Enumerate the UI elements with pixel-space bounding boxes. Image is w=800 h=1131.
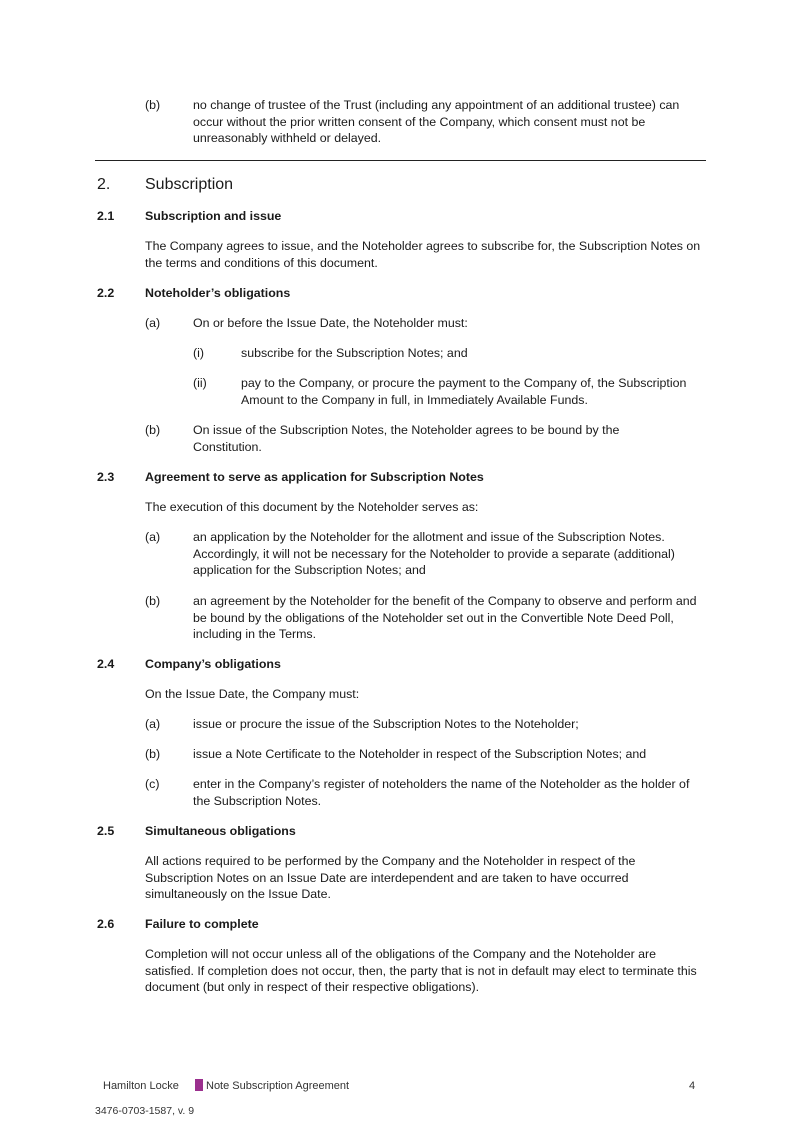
clause-heading: Company’s obligations [145,657,281,671]
page-number: 4 [689,1080,696,1092]
doc-ref: 3476-0703-1587, v. 9 [95,1105,195,1117]
item-text: an application by the Noteholder for the allotment and issue of the Subscription Notes. Accordingly, it will not be necessary for the Noteholder to provide a separate (additional) application for the Subscription Notes; and [193,530,675,577]
subitem-label: (ii) [193,376,207,390]
item-label: (c) [145,777,160,791]
clause-number: 2.3 [97,470,115,484]
item-text: On issue of the Subscription Notes, the Noteholder agrees to be bound by the Constitution. [193,423,620,454]
clause-number: 2.4 [97,657,115,671]
item-text: On or before the Issue Date, the Noteholder must: [193,316,468,330]
clause-number: 2.2 [97,286,115,300]
subitem-text: pay to the Company, or procure the payment to the Company of, the Subscription Amount to the Company in full, in Immediately Available Funds. [241,376,687,407]
section-number: 2. [97,176,111,193]
subitem-label: (i) [193,346,205,360]
item-label: (b) [145,747,161,761]
item-label: (b) [145,98,161,112]
item-text: no change of trustee of the Trust (including any appointment of an additional trustee) can occur without the prior written consent of the Company, which consent must not be unreasonably withheld or delayed. [193,98,680,145]
clause-intro: The execution of this document by the Noteholder serves as: [145,500,479,514]
clause-number: 2.5 [97,824,115,838]
clause-intro: On the Issue Date, the Company must: [145,687,360,701]
clause-body: The Company agrees to issue, and the Noteholder agrees to subscribe for, the Subscription Notes on the terms and conditions of this document. [145,239,701,270]
clause-number: 2.1 [97,209,115,223]
item-text: an agreement by the Noteholder for the benefit of the Company to observe and perform and be bound by the obligations of the Noteholder set out in the Convertible Note Deed Poll, including in the Terms. [193,594,697,641]
item-label: (a) [145,717,161,731]
clause-heading: Noteholder’s obligations [145,286,291,300]
footer-mark-icon [195,1079,203,1091]
clause-heading: Agreement to serve as application for Subscription Notes [145,470,484,484]
item-label: (a) [145,530,161,544]
clause-heading: Subscription and issue [145,209,282,223]
clause-number: 2.6 [97,917,115,931]
item-label: (a) [145,316,161,330]
section-title: Subscription [145,176,234,193]
item-text: issue or procure the issue of the Subscription Notes to the Noteholder; [193,717,579,731]
clause-heading: Failure to complete [145,917,259,931]
footer-title [195,1079,349,1093]
item-label: (b) [145,594,161,608]
item-text: enter in the Company’s register of noteholders the name of the Noteholder as the holder of the Subscription Notes. [193,777,690,808]
footer-firm: Hamilton Locke [103,1080,179,1092]
item-label: (b) [145,423,161,437]
footer-doc-title: Note Subscription Agreement [206,1080,350,1092]
item-text: issue a Note Certificate to the Noteholder in respect of the Subscription Notes; and [193,747,647,761]
section-divider [95,160,706,161]
clause-body: All actions required to be performed by the Company and the Noteholder in respect of the Subscription Notes on an Issue Date are interdependent and are taken to have occurred simultaneously on the Issue Date. [145,854,636,901]
clause-heading: Simultaneous obligations [145,824,296,838]
subitem-text: subscribe for the Subscription Notes; and [241,346,468,360]
clause-body: Completion will not occur unless all of the obligations of the Company and the Noteholder are satisfied. If completion does not occur, then, the party that is not in default may elect to terminate this document (but only in respect of their respective obligations). [145,947,697,994]
